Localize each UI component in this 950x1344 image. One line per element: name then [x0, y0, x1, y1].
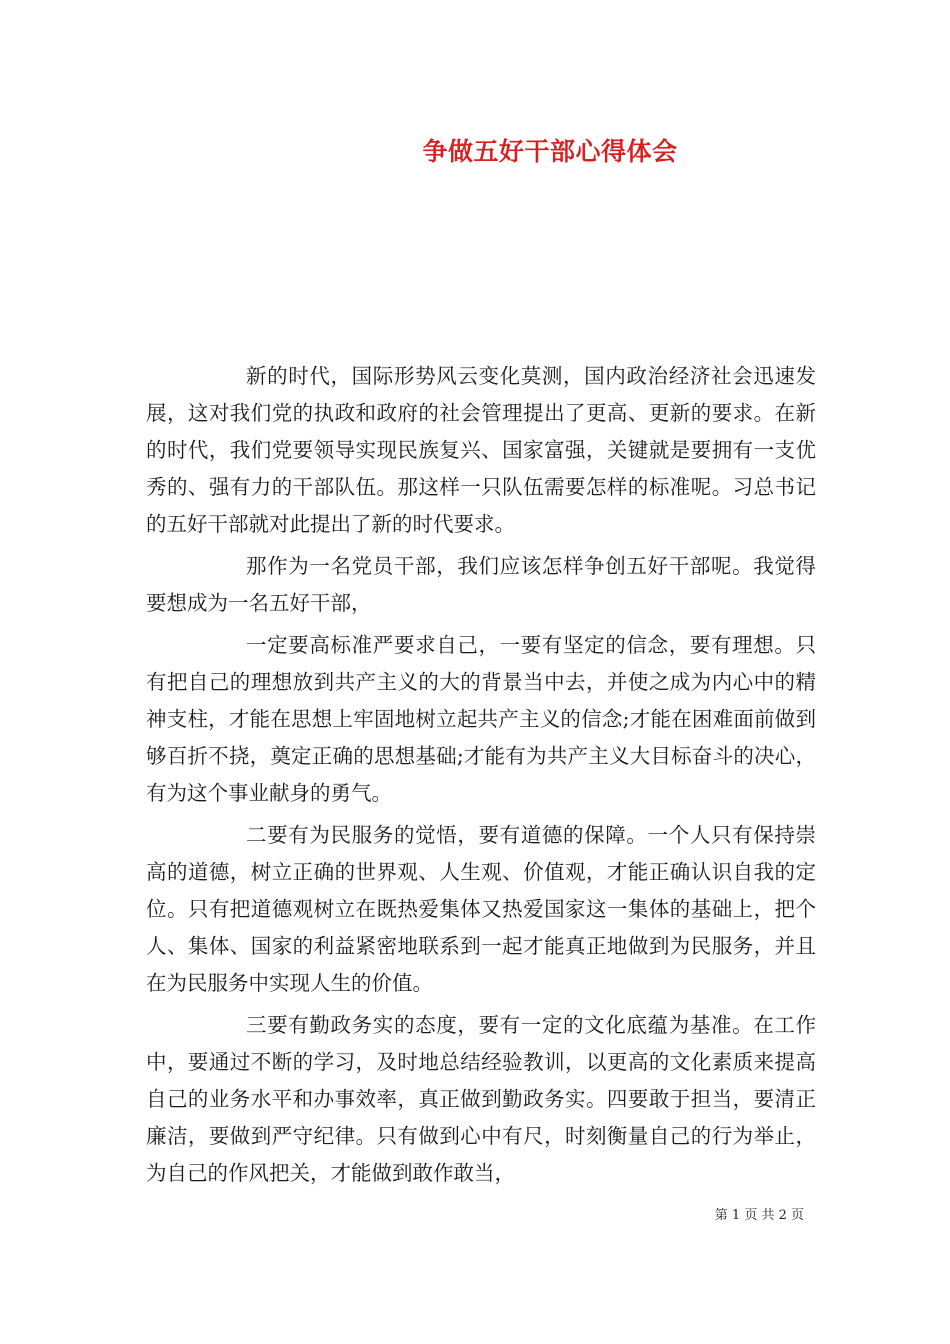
paragraph-2: 那作为一名党员干部，我们应该怎样争创五好干部呢。我觉得要想成为一名五好干部，	[146, 554, 816, 615]
page-number-footer: 第 1 页 共 2 页	[714, 1208, 804, 1223]
document-body	[146, 358, 816, 1197]
paragraph-4: 二要有为民服务的觉悟，要有道德的保障。一个人只有保持崇高的道德，树立正确的世界观、人生观、价值观，才能正确认识自我的定位。只有把道德观树立在既热爱集体又热爱国家这一集体的基础上，把个人、集体、国家的利益紧密地联系到一起才能真正地做到为民服务，并且在为民服务中实现人生的价值。	[146, 823, 816, 995]
document-title: 争做五好干部心得体会	[422, 137, 678, 166]
paragraph-5: 三要有勤政务实的态度，要有一定的文化底蕴为基准。在工作中，要通过不断的学习，及时地总结经验教训，以更高的文化素质来提高自己的业务水平和办事效率，真正做到勤政务实。四要敢于担当，要清正廉洁，要做到严守纪律。只有做到心中有尺，时刻衡量自己的行为举止，为自己的作风把关，才能做到敢作敢当，	[146, 1013, 816, 1185]
paragraph-3: 一定要高标准严要求自己，一要有坚定的信念，要有理想。只有把自己的理想放到共产主义的大的背景当中去，并使之成为内心中的精神支柱，才能在思想上牢固地树立起共产主义的信念;才能在困难面前做到够百折不挠，奠定正确的思想基础;才能有为共产主义大目标奋斗的决心，有为这个事业献身的勇气。	[146, 633, 816, 805]
paragraph-1: 新的时代，国际形势风云变化莫测，国内政治经济社会迅速发展，这对我们党的执政和政府的社会管理提出了更高、更新的要求。在新的时代，我们党要领导实现民族复兴、国家富强，关键就是要拥有一支优秀的、强有力的干部队伍。那这样一只队伍需要怎样的标准呢。习总书记的五好干部就对此提出了新的时代要求。	[146, 364, 816, 536]
